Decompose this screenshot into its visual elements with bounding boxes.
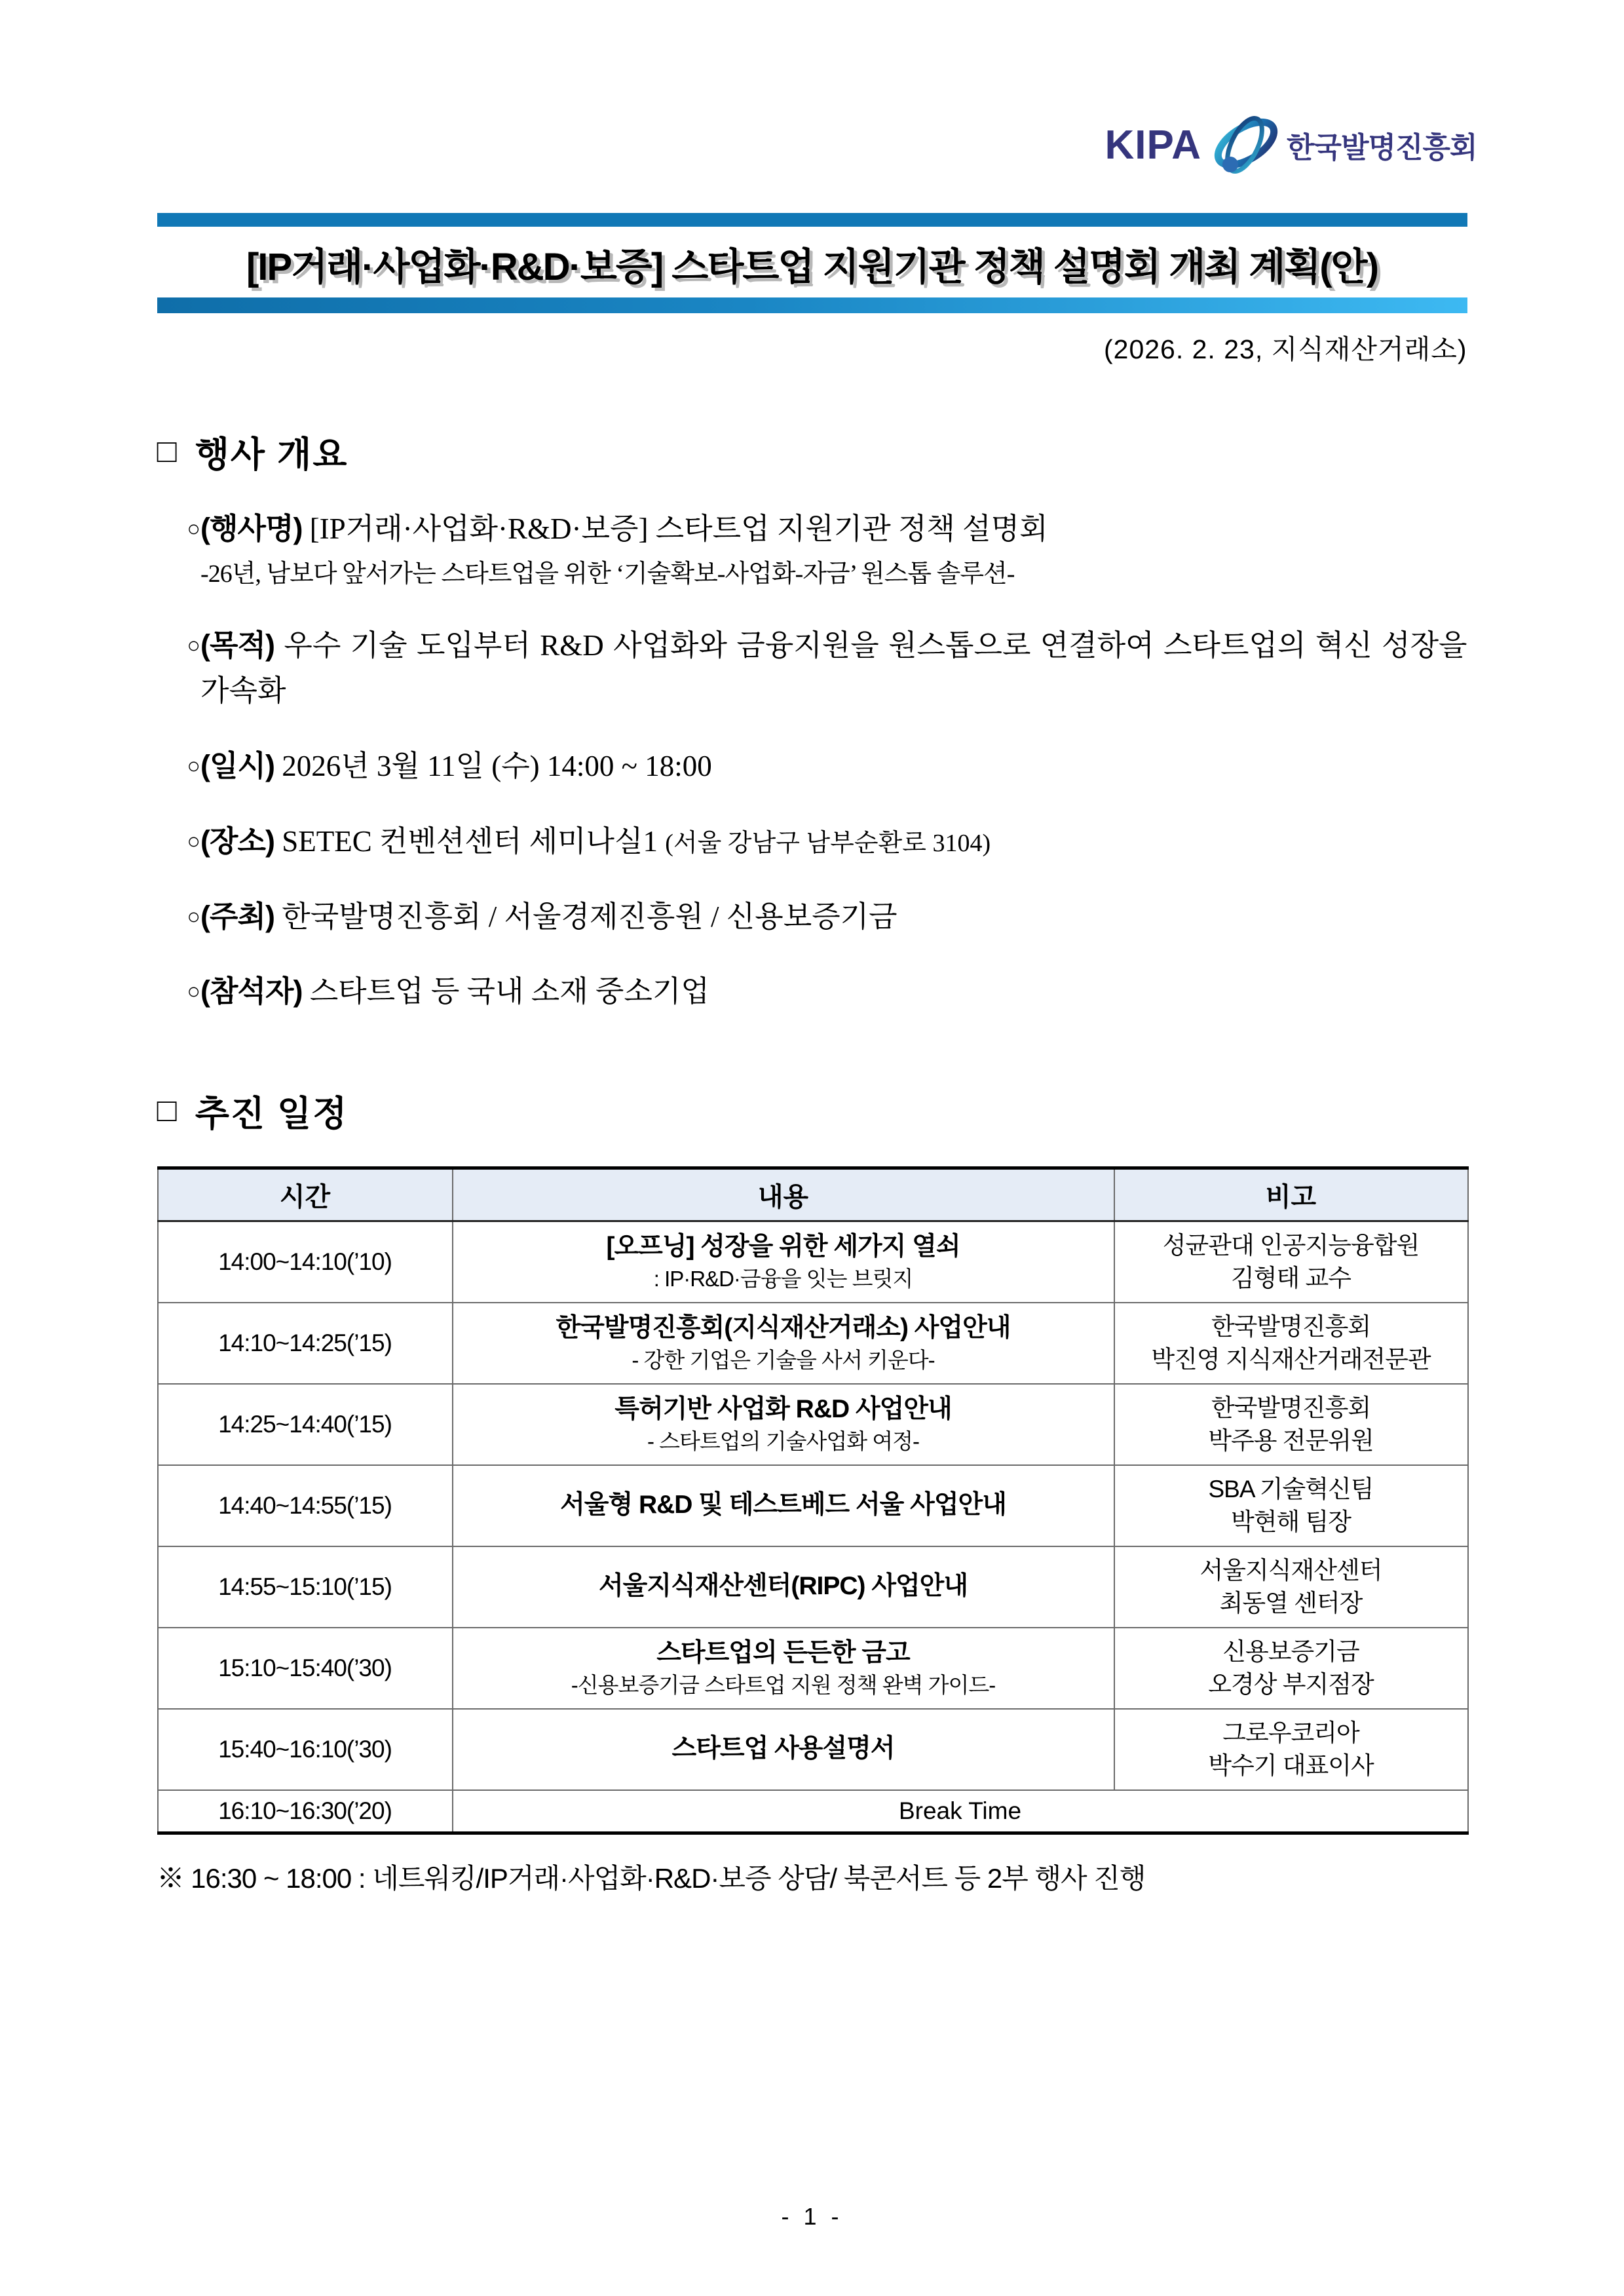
- remark-cell: [1114, 1384, 1468, 1465]
- item-label: (참석자): [200, 974, 303, 1008]
- item-label: (주최): [200, 899, 274, 933]
- remark-org: 한국발명진흥회: [1211, 1312, 1371, 1340]
- remark-cell: [1114, 1628, 1468, 1709]
- time-cell: 14:55~15:10(’15): [158, 1546, 453, 1628]
- remark-org: 성균관대 인공지능융합원: [1162, 1231, 1420, 1259]
- section-event-overview: [157, 427, 1467, 1015]
- item-text: 한국발명진흥회 / 서울경제진흥원 / 신용보증기금: [282, 900, 897, 933]
- page-number: - 1 -: [781, 2203, 843, 2230]
- schedule-heading: [157, 1086, 1467, 1136]
- item-text: 우수 기술 도입부터 R&D 사업화와 금융지원을 원스톱으로 연결하여 스타트업의 혁신 성장을 가속화: [200, 628, 1467, 708]
- circle-bullet-icon: ○: [187, 516, 201, 541]
- content-cell: [453, 1465, 1114, 1546]
- item-text: SETEC 컨벤션센터 세미나실1: [282, 824, 658, 858]
- session-title: 서울지식재산센터(RIPC) 사업안내: [598, 1572, 968, 1601]
- break-time-cell: Break Time: [453, 1790, 1468, 1833]
- time-cell: 14:00~14:10(’10): [158, 1221, 453, 1303]
- session-subtitle: -신용보증기금 스타트업 지원 정책 완벽 가이드-: [571, 1672, 996, 1697]
- table-row-break: [158, 1790, 1468, 1833]
- column-header-remark: 비고: [1114, 1168, 1468, 1221]
- remark-org: 한국발명진흥회: [1211, 1394, 1371, 1421]
- table-row: [158, 1628, 1468, 1709]
- item-text: [IP거래·사업화·R&D·보증] 스타트업 지원기관 정책 설명회: [309, 512, 1048, 545]
- content-cell: [453, 1709, 1114, 1790]
- session-title: 특허기반 사업화 R&D 사업안내: [614, 1394, 952, 1423]
- remark-person: 최동열 센터장: [1219, 1589, 1363, 1617]
- content-cell: [453, 1384, 1114, 1465]
- list-item-host: [157, 894, 1467, 940]
- circle-bullet-icon: ○: [187, 828, 201, 854]
- circle-bullet-icon: ○: [187, 754, 201, 779]
- kipa-logo: [147, 0, 1477, 182]
- circle-bullet-icon: ○: [187, 632, 201, 658]
- session-title: 서울형 R&D 및 테스트베드 서울 사업안내: [560, 1491, 1006, 1520]
- title-block: [157, 213, 1467, 366]
- remark-org: 그로우코리아: [1222, 1719, 1359, 1746]
- remark-cell: [1114, 1221, 1468, 1303]
- table-row: [158, 1546, 1468, 1628]
- kipa-logo-text: KIPA: [1105, 122, 1201, 168]
- overview-heading-label: 행사 개요: [195, 435, 349, 474]
- column-header-content: 내용: [453, 1168, 1114, 1221]
- time-cell: 16:10~16:30(’20): [158, 1790, 453, 1833]
- item-text: 스타트업 등 국내 소재 중소기업: [309, 975, 709, 1008]
- item-text: 2026년 3월 11일 (수) 14:00 ~ 18:00: [282, 750, 712, 783]
- content-cell: [453, 1221, 1114, 1303]
- item-line: [200, 512, 1048, 545]
- time-cell: 15:40~16:10(’30): [158, 1709, 453, 1790]
- remark-org: SBA 기술혁신팀: [1208, 1475, 1374, 1502]
- remark-person: 박현해 팀장: [1231, 1508, 1351, 1535]
- table-row: [158, 1221, 1468, 1303]
- remark-cell: [1114, 1546, 1468, 1628]
- circle-bullet-icon: ○: [187, 979, 201, 1004]
- kipa-logo-org-name: 한국발명진흥회: [1286, 132, 1477, 164]
- session-title: 스타트업의 든든한 금고: [656, 1638, 910, 1667]
- list-item-purpose: [157, 622, 1467, 715]
- schedule-footnote: ※ 16:30 ~ 18:00 : 네트워킹/IP거래·사업화·R&D·보증 상담/ 북콘서트 등 2부 행사 진행: [157, 1862, 1146, 1894]
- item-note: (서울 강남구 남부순환로 3104): [665, 829, 991, 857]
- square-bullet-icon: □: [157, 1091, 178, 1128]
- session-title: 스타트업 사용설명서: [671, 1734, 895, 1763]
- title-bottom-bar: [157, 297, 1467, 313]
- session-subtitle: - 강한 기업은 기술을 사서 키운다-: [632, 1347, 935, 1372]
- content-cell: [453, 1546, 1114, 1628]
- session-subtitle: : IP·R&D·금융을 잇는 브릿지: [653, 1266, 913, 1291]
- list-item-venue: [157, 818, 1467, 865]
- item-label: (일시): [200, 749, 274, 783]
- remark-cell: [1114, 1303, 1468, 1384]
- content-cell: [453, 1303, 1114, 1384]
- remark-org: 서울지식재산센터: [1199, 1556, 1382, 1584]
- session-title: 한국발명진흥회(지식재산거래소) 사업안내: [556, 1313, 1011, 1342]
- table-header-row: [158, 1168, 1468, 1221]
- item-subtext: -26년, 남보다 앞서가는 스타트업을 위한 ‘기술확보-사업화-자금’ 원스톱 솔루션-: [200, 560, 1015, 588]
- time-cell: 14:10~14:25(’15): [158, 1303, 453, 1384]
- remark-person: 박주용 전문위원: [1208, 1426, 1374, 1454]
- list-item-attendees: [157, 968, 1467, 1015]
- time-cell: 14:40~14:55(’15): [158, 1465, 453, 1546]
- time-cell: 14:25~14:40(’15): [158, 1384, 453, 1465]
- section-schedule: [157, 1086, 1467, 1896]
- remark-person: 오경상 부지점장: [1208, 1670, 1374, 1698]
- list-item-datetime: [157, 743, 1467, 790]
- item-label: (장소): [200, 824, 274, 858]
- session-title: [오프닝] 성장을 위한 세가지 열쇠: [606, 1233, 960, 1261]
- session-subtitle: - 스타트업의 기술사업화 여정-: [647, 1428, 920, 1453]
- remark-person: 박진영 지식재산거래전문관: [1151, 1345, 1431, 1373]
- overview-items: [157, 506, 1467, 1015]
- table-row: [158, 1384, 1468, 1465]
- content-cell: [453, 1628, 1114, 1709]
- time-cell: 15:10~15:40(’30): [158, 1628, 453, 1709]
- schedule-table: [157, 1166, 1469, 1835]
- item-label: (목적): [200, 628, 274, 662]
- kipa-logo-swoosh-icon: [1203, 108, 1288, 182]
- remark-person: 박수기 대표이사: [1208, 1751, 1374, 1779]
- schedule-heading-label: 추진 일정: [195, 1094, 349, 1134]
- remark-cell: [1114, 1709, 1468, 1790]
- item-label: (행사명): [200, 512, 303, 545]
- remark-org: 신용보증기금: [1222, 1637, 1359, 1665]
- list-item-event-name: [157, 506, 1467, 594]
- title-top-bar: [157, 213, 1467, 227]
- remark-cell: [1114, 1465, 1468, 1546]
- page-title: [IP거래·사업화·R&D·보증] 스타트업 지원기관 정책 설명회 개최 계획(안): [246, 246, 1378, 288]
- table-row: [158, 1465, 1468, 1546]
- circle-bullet-icon: ○: [187, 904, 201, 929]
- remark-person: 김형태 교수: [1231, 1264, 1351, 1292]
- column-header-time: 시간: [158, 1168, 453, 1221]
- square-bullet-icon: □: [157, 432, 178, 469]
- table-row: [158, 1303, 1468, 1384]
- table-row: [158, 1709, 1468, 1790]
- overview-heading: [157, 427, 1467, 477]
- title-date-line: (2026. 2. 23, 지식재산거래소): [1103, 334, 1467, 364]
